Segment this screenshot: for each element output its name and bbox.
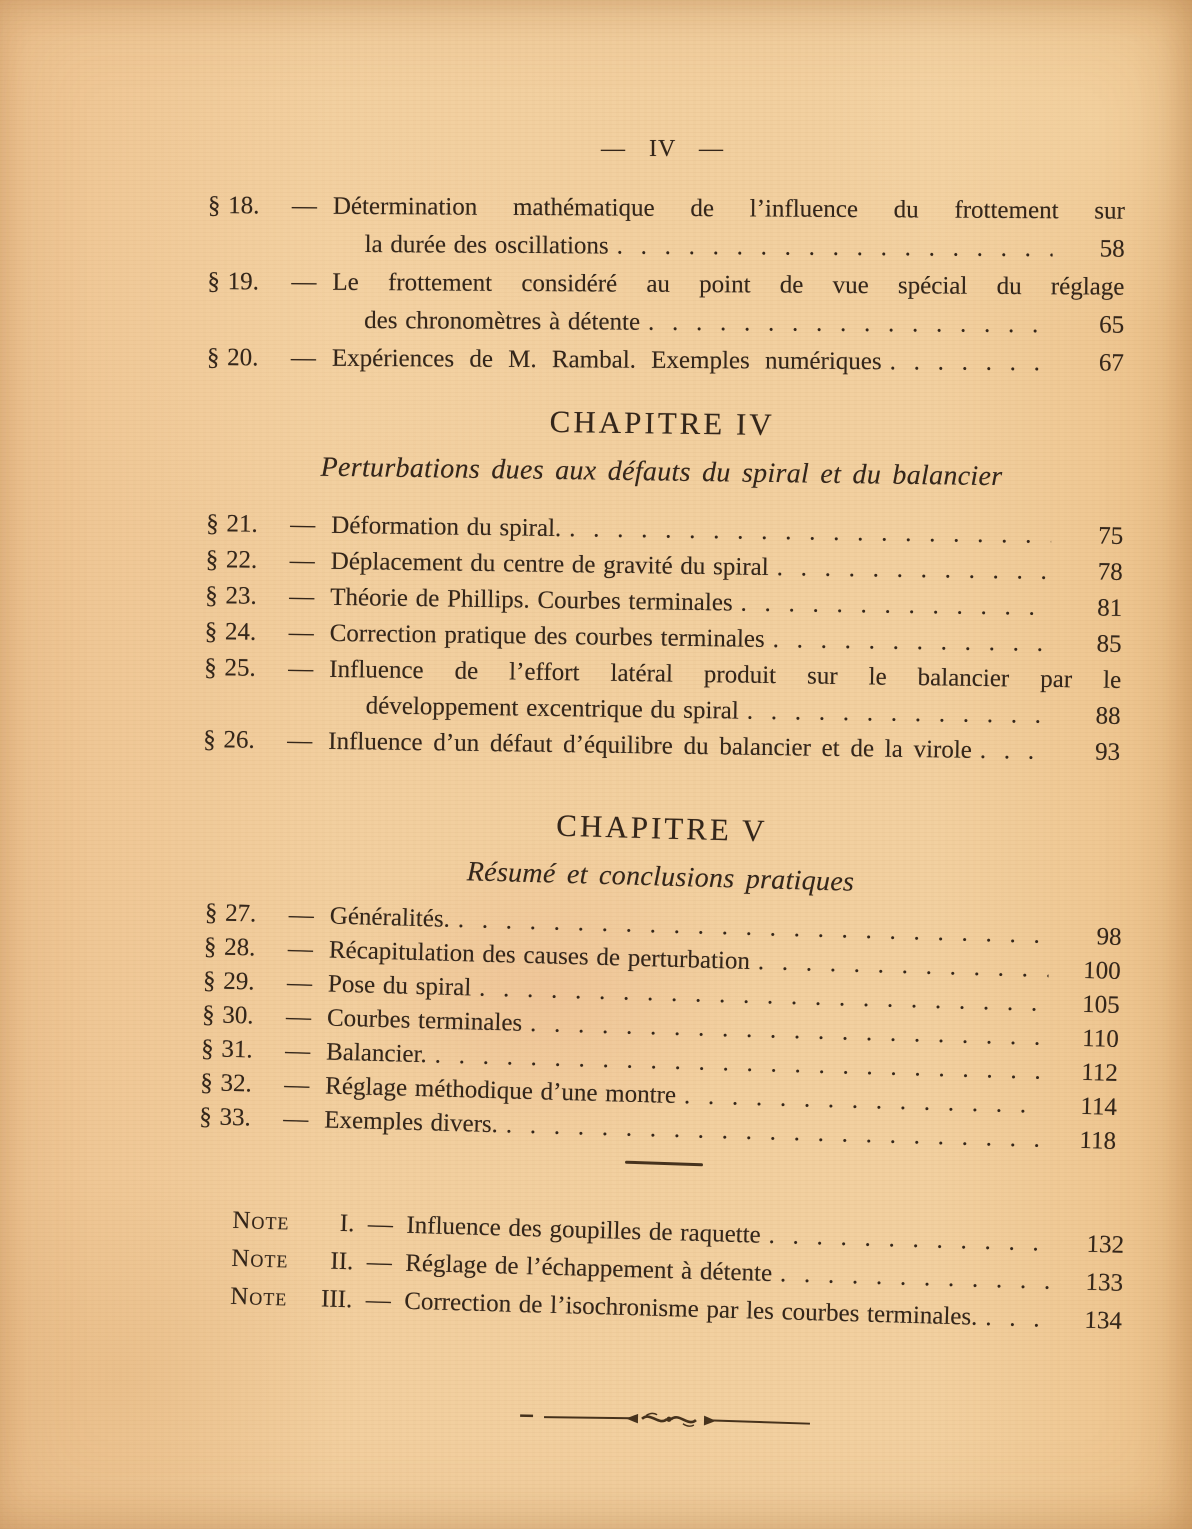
entry-label bbox=[196, 650, 329, 688]
chapter-title: CHAPITRE V bbox=[555, 807, 768, 849]
note-title: Réglage de l’échappement à détente bbox=[404, 1249, 773, 1287]
note-word: Note bbox=[232, 1206, 290, 1236]
entry-label bbox=[194, 998, 328, 1036]
entry-title-cont: développement excentrique du spiral bbox=[365, 692, 740, 725]
entry-number: § 24. bbox=[204, 618, 257, 646]
entry-page: 58 bbox=[1099, 235, 1125, 263]
entry-page: 81 bbox=[1096, 594, 1123, 622]
entry-number: § 32. bbox=[199, 1069, 253, 1098]
entry-label bbox=[193, 1032, 327, 1070]
entry-page: 98 bbox=[1096, 923, 1122, 951]
entry-label bbox=[191, 1100, 325, 1138]
entry-title: Théorie de Phillips. Courbes terminales bbox=[330, 583, 733, 617]
entry-page: 114 bbox=[1080, 1092, 1118, 1121]
toc-section-top bbox=[199, 187, 1125, 383]
toc-content bbox=[200, 0, 1125, 1433]
end-ornament bbox=[520, 1404, 820, 1436]
dot-leader bbox=[776, 550, 1050, 590]
entry-dash: — bbox=[283, 1071, 310, 1100]
toc-section-chapter-4 bbox=[195, 399, 1125, 771]
entry-label bbox=[198, 542, 331, 580]
entry-label bbox=[197, 578, 330, 616]
entry-dash: — bbox=[367, 1210, 394, 1239]
note-word: Note bbox=[231, 1244, 289, 1274]
chapter-subtitle: Résumé et conclusions pratiques bbox=[466, 856, 855, 898]
page-number-header: — IV — bbox=[601, 136, 724, 162]
entry-dash: — bbox=[291, 268, 317, 296]
entry-dash: — bbox=[290, 511, 316, 539]
entry-label bbox=[195, 964, 329, 1002]
dot-leader bbox=[890, 343, 1053, 382]
chapter-subtitle: Perturbations dues aux défauts du spiral et du balancier bbox=[320, 451, 1003, 493]
entry-number: § 21. bbox=[206, 510, 258, 538]
dot-leader bbox=[985, 1299, 1051, 1339]
entry-number: § 26. bbox=[203, 726, 255, 754]
entry-page: 65 bbox=[1099, 311, 1125, 339]
entry-page: 100 bbox=[1082, 956, 1122, 985]
entry-title: Déplacement du centre de gravité du spiral bbox=[330, 547, 769, 581]
entry-page: 67 bbox=[1098, 349, 1125, 377]
entry-dash: — bbox=[289, 583, 315, 611]
chapter-entries bbox=[191, 896, 1122, 1159]
entry-dash: — bbox=[366, 1248, 393, 1277]
entry-page: 75 bbox=[1097, 522, 1124, 550]
entry-title: Réglage méthodique d’une montre bbox=[324, 1072, 677, 1109]
entry-title: Récapitulation des causes de perturbation bbox=[328, 936, 751, 975]
toc-section-chapter-5 bbox=[191, 798, 1125, 1159]
entry-title: Généralités. bbox=[329, 902, 451, 933]
entry-page: 132 bbox=[1086, 1230, 1125, 1259]
entry-title: Balancier. bbox=[325, 1038, 428, 1069]
entry-page: 88 bbox=[1095, 702, 1121, 730]
entry-number: § 30. bbox=[201, 1001, 254, 1030]
entry-label bbox=[199, 263, 332, 302]
entry-dash: — bbox=[289, 547, 315, 575]
entry-label bbox=[196, 614, 329, 652]
entry-page: 78 bbox=[1097, 558, 1123, 586]
section-divider-rule bbox=[625, 1161, 703, 1167]
entry-number: § 25. bbox=[204, 654, 256, 682]
dot-leader bbox=[747, 694, 1049, 734]
entry-page: 85 bbox=[1096, 630, 1122, 658]
entry-dash: — bbox=[287, 935, 314, 964]
entry-number: § 27. bbox=[204, 899, 257, 928]
entry-page: 105 bbox=[1081, 990, 1121, 1019]
entry-title: Le frottement considéré au point de vue spécial du réglage bbox=[332, 268, 1125, 301]
toc-entry-25 bbox=[195, 650, 1121, 735]
entry-title-cont: des chronomètres à détente bbox=[364, 307, 641, 336]
entry-label bbox=[196, 896, 330, 934]
entry-dash: — bbox=[288, 655, 314, 683]
entry-dash: — bbox=[286, 969, 313, 998]
entry-label bbox=[198, 506, 331, 544]
entry-dash: — bbox=[287, 727, 313, 755]
tailpiece-ornament-icon bbox=[520, 1404, 820, 1436]
entry-dash: — bbox=[282, 1105, 309, 1134]
entry-number: § 33. bbox=[199, 1103, 252, 1132]
dot-leader bbox=[980, 733, 1049, 770]
entry-number: § 19. bbox=[207, 268, 260, 296]
entry-number: § 22. bbox=[205, 546, 258, 574]
note-title: Influence des goupilles de raquette bbox=[406, 1211, 762, 1249]
entry-number: § 23. bbox=[205, 582, 257, 610]
entry-page: 118 bbox=[1079, 1126, 1117, 1155]
entry-page: 134 bbox=[1084, 1306, 1123, 1335]
entry-title: Déformation du spiral. bbox=[331, 511, 562, 543]
entry-title: Détermination mathématique de l’influence du frottement sur bbox=[332, 192, 1125, 225]
entry-dash: — bbox=[291, 192, 317, 220]
entry-title: Courbes terminales bbox=[326, 1004, 523, 1037]
entry-dash: — bbox=[365, 1286, 392, 1315]
entry-number: § 28. bbox=[203, 933, 256, 962]
entry-number: § 20. bbox=[206, 344, 259, 372]
entry-dash: — bbox=[288, 901, 315, 930]
entry-dash: — bbox=[285, 1003, 312, 1032]
entry-label bbox=[192, 1066, 326, 1104]
entry-dash: — bbox=[288, 619, 314, 647]
toc-entry-20 bbox=[199, 339, 1124, 383]
dot-leader bbox=[648, 304, 1052, 344]
entry-title: Correction pratique des courbes terminales bbox=[329, 619, 765, 653]
note-label bbox=[232, 1202, 355, 1243]
entry-label bbox=[196, 930, 330, 968]
entry-title: Pose du spiral bbox=[327, 970, 472, 1002]
entry-page: 93 bbox=[1094, 738, 1121, 766]
entry-title: Influence de l’effort latéral produit sur le balancier par le bbox=[329, 655, 1122, 694]
entry-title: Exemples divers. bbox=[323, 1106, 499, 1139]
note-number: II. bbox=[330, 1247, 354, 1276]
dot-leader bbox=[617, 228, 1053, 269]
entry-page: 110 bbox=[1081, 1024, 1120, 1053]
note-number: I. bbox=[339, 1209, 355, 1238]
note-label bbox=[230, 1278, 353, 1319]
toc-entry-19 bbox=[199, 263, 1124, 345]
entry-label bbox=[200, 187, 333, 226]
entry-page: 112 bbox=[1080, 1058, 1119, 1087]
entry-dash: — bbox=[284, 1037, 311, 1066]
entry-dash: — bbox=[290, 344, 317, 372]
entry-title: Influence d’un défaut d’équilibre du balancier et de la virole bbox=[328, 727, 973, 764]
chapter-title: CHAPITRE IV bbox=[549, 403, 775, 443]
entry-number: § 29. bbox=[202, 967, 255, 996]
dot-leader bbox=[740, 586, 1050, 626]
entry-number: § 18. bbox=[207, 192, 260, 220]
entry-label bbox=[195, 722, 328, 760]
note-label bbox=[231, 1240, 354, 1281]
note-word: Note bbox=[229, 1282, 288, 1312]
note-title: Correction de l’isochronisme par les courbes terminales. bbox=[403, 1287, 978, 1331]
chapter-entries bbox=[195, 506, 1123, 771]
entry-title-cont: la durée des oscillations bbox=[364, 231, 609, 260]
note-number: III. bbox=[320, 1285, 353, 1314]
toc-entry-18 bbox=[200, 187, 1125, 269]
toc-section-notes bbox=[197, 1201, 1125, 1341]
entry-label bbox=[199, 339, 332, 378]
entry-number: § 31. bbox=[200, 1035, 254, 1064]
entry-title: Expériences de M. Rambal. Exemples numériques bbox=[331, 344, 882, 376]
dot-leader bbox=[772, 622, 1049, 662]
entry-page: 133 bbox=[1085, 1268, 1124, 1297]
